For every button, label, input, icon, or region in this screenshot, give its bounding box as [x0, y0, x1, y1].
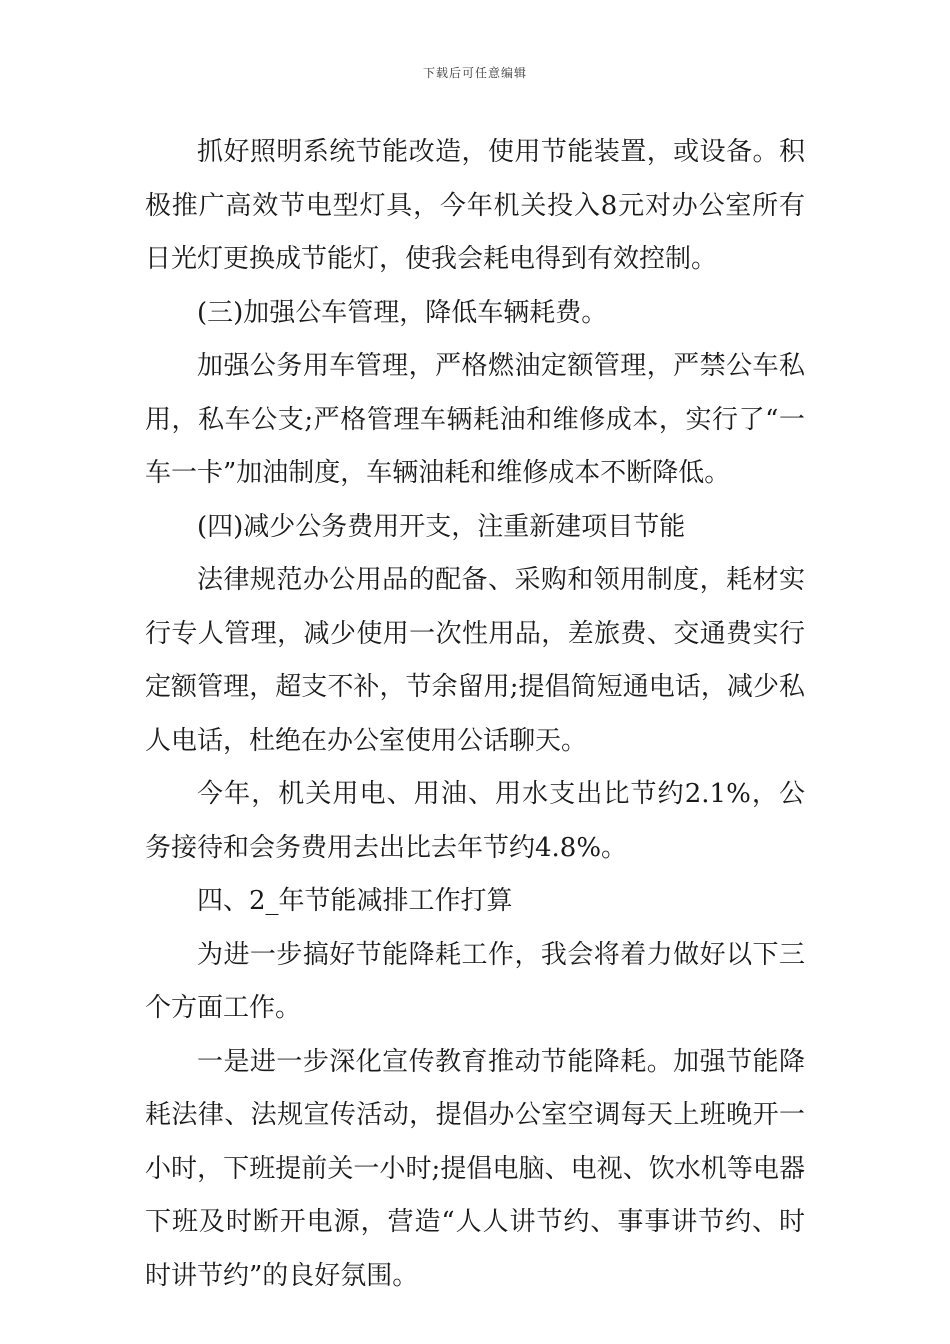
heading-reduce-expenses: (四)减少公务费用开支，注重新建项目节能 [197, 511, 686, 542]
heading-work-plan: 四、2_年节能减排工作打算 [197, 886, 513, 916]
paragraph-plan-intro: 为进一步搞好节能降耗工作，我会将着力做好以下三个方面工作。 [145, 939, 805, 1023]
paragraph-office-supplies: 法律规范办公用品的配备、采购和领用制度，耗材实行专人管理，减少使用一次性用品，差旅费、交通费实行定额管理，超支不补，节余留用;提倡简短通电话，减少私人电话，杜绝在办公室使用公话聊天。 [145, 565, 805, 756]
document-body [145, 126, 805, 1303]
paragraph-publicity-education: 一是进一步深化宣传教育推动节能降耗。加强节能降耗法律、法规宣传活动，提倡办公室空调每天上班晚开一小时，下班提前关一小时;提倡电脑、电视、饮水机等电器下班及时断开电源，营造“人人讲节约、事事讲节约、时时讲节约”的良好氛围。 [145, 1046, 805, 1291]
header-note: 下载后可任意编辑 [422, 66, 527, 80]
heading-vehicle-management: (三)加强公车管理，降低车辆耗费。 [197, 297, 608, 328]
paragraph-vehicle-management: 加强公务用车管理，严格燃油定额管理，严禁公车私用，私车公支;严格管理车辆耗油和维修成本，实行了“一车一卡”加油制度，车辆油耗和维修成本不断降低。 [145, 351, 805, 488]
paragraph-lighting-retrofit: 抓好照明系统节能改造，使用节能装置，或设备。积极推广高效节电型灯具，今年机关投入8元对办公室所有日光灯更换成节能灯，使我会耗电得到有效控制。 [145, 137, 805, 274]
paragraph-savings-results: 今年，机关用电、用油、用水支出比节约2.1%，公务接待和会务费用去出比去年节约4.8%。 [145, 779, 805, 863]
